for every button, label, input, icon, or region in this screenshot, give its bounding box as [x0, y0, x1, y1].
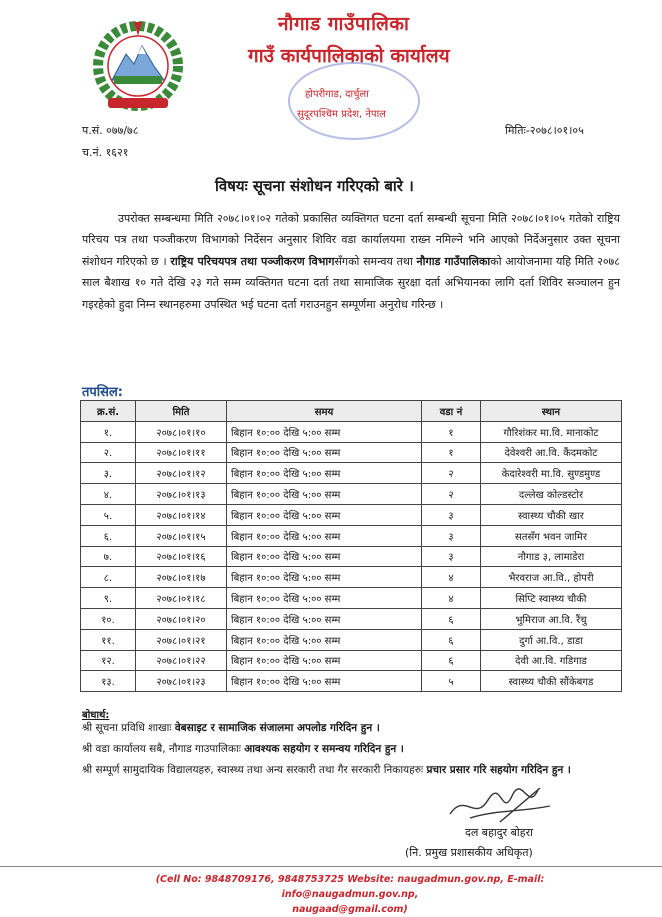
- cell-place: दल्लेख कोल्डस्टोर: [481, 484, 622, 505]
- cell-ward: २: [422, 484, 481, 505]
- cell-sn: ३.: [81, 463, 136, 484]
- table-row: [81, 608, 622, 629]
- table-row: [81, 650, 622, 671]
- schedule-table: [80, 400, 622, 692]
- address-line-2: सुदूरपश्चिम प्रदेश, नेपाल: [297, 109, 386, 120]
- cell-sn: ९.: [81, 588, 136, 609]
- cell-date: २०७८।०१।१२: [136, 463, 227, 484]
- cell-place: केदारेश्वरी मा.वि. सुण्डमुण्ड: [481, 463, 622, 484]
- table-row: [81, 504, 622, 525]
- cell-date: २०७८।०१।१५: [136, 525, 227, 546]
- letter-date: मितिः-२०७८।०१।०५: [505, 124, 584, 137]
- cell-sn: ४.: [81, 484, 136, 505]
- cc-line-3-action: प्रचार प्रसार गरि सहयोग गरिदिन हुन ।: [426, 764, 571, 776]
- table-row: [81, 671, 622, 692]
- cell-date: २०७८।०१।११: [136, 442, 227, 463]
- cc-line-3: [82, 760, 602, 780]
- cell-sn: २.: [81, 442, 136, 463]
- cell-time: बिहान १०:०० देखि ५:०० सम्म: [227, 650, 422, 671]
- cell-sn: १३.: [81, 671, 136, 692]
- letter-body: [82, 208, 620, 315]
- cell-sn: ११.: [81, 629, 136, 650]
- table-row: [81, 525, 622, 546]
- cell-time: बिहान १०:०० देखि ५:०० सम्म: [227, 588, 422, 609]
- body-para-1: उपरोक्त सम्बन्धमा मिति २०७८।०१।०२ गतेको प्रकासित व्यक्तिगत घटना दर्ता सम्बन्धी सूचना मिति २०७८।०१।०५ गतेको राष्ट्रिय परिचय पत्र तथा पञ्जीकरण विभागको निर्देसन अनुसार शिविर वडा कार्यालयमा राख्न नमिल्ने भनि आएको निर्देअनुसार उक्त सूचना संशोधन गरिएको छ ।: [82, 212, 620, 268]
- cell-time: बिहान १०:०० देखि ५:०० सम्म: [227, 629, 422, 650]
- table-row: [81, 546, 622, 567]
- cell-place: गौरिशंकर मा.वि. मानाकोट: [481, 421, 622, 442]
- cell-ward: २: [422, 463, 481, 484]
- cell-time: बिहान १०:०० देखि ५:०० सम्म: [227, 442, 422, 463]
- cell-time: बिहान १०:०० देखि ५:०० सम्म: [227, 608, 422, 629]
- table-row: [81, 442, 622, 463]
- table-row: [81, 629, 622, 650]
- col-header-date: मिति: [136, 401, 227, 422]
- table-row: [81, 463, 622, 484]
- table-row: [81, 484, 622, 505]
- cell-date: २०७८।०१।१६: [136, 546, 227, 567]
- nepal-emblem-icon: [82, 14, 194, 112]
- signature-icon: [440, 782, 560, 827]
- cell-ward: १: [422, 421, 481, 442]
- cc-line-1-recipient: श्री सूचना प्रविधि शाखाः: [82, 722, 175, 734]
- col-header-sn: क्र.सं.: [81, 401, 136, 422]
- cc-line-1: [82, 718, 380, 738]
- cell-date: २०७८।०१।१३: [136, 484, 227, 505]
- cell-time: बिहान १०:०० देखि ५:०० सम्म: [227, 567, 422, 588]
- cell-sn: १२.: [81, 650, 136, 671]
- footer-contact: [110, 872, 590, 917]
- cell-ward: ५: [422, 671, 481, 692]
- reference-ps: प.सं. ०७७/७८: [82, 124, 139, 137]
- cell-ward: १: [422, 442, 481, 463]
- cell-ward: ४: [422, 588, 481, 609]
- cell-place: देवी आ.वि. गडिगाड: [481, 650, 622, 671]
- cell-ward: ३: [422, 504, 481, 525]
- cell-ward: ४: [422, 567, 481, 588]
- details-heading: तपसिल:: [82, 385, 123, 400]
- cell-time: बिहान १०:०० देखि ५:०० सम्म: [227, 525, 422, 546]
- signatory-name: दल बहादुर बोहरा: [465, 826, 533, 839]
- col-header-place: स्थान: [481, 401, 622, 422]
- cc-line-2-action: आवश्यक सहयोग र समन्वय गरिदिन हुन ।: [244, 743, 404, 755]
- cell-place: भुमिराज आ.वि. रैंचु: [481, 608, 622, 629]
- footer-divider: [0, 866, 662, 867]
- cell-sn: १.: [81, 421, 136, 442]
- cell-place: देवेश्वरी आ.वि. कैंदमकोट: [481, 442, 622, 463]
- cell-sn: ६.: [81, 525, 136, 546]
- cc-line-3-recipient: श्री सम्पूर्ण सामुदायिक विद्यालयहरु, स्वास्थ्य तथा अन्य सरकारी तथा गैर सरकारी निकायहरुः: [82, 764, 427, 776]
- cell-date: २०७८।०१।१७: [136, 567, 227, 588]
- body-bold-municipality: नौगाड गाउँपालिका: [416, 254, 491, 268]
- table-row: [81, 588, 622, 609]
- reference-cn: च.नं. १६२१: [82, 146, 129, 159]
- cell-time: बिहान १०:०० देखि ५:०० सम्म: [227, 546, 422, 567]
- cc-line-1-action: वेबसाइट र सामाजिक संजालमा अपलोड गरिदिन हुन ।: [174, 722, 380, 734]
- cell-date: २०७८।०१।१४: [136, 504, 227, 525]
- body-para-3: को आयोजनामा यहि मिति २०७८ साल बैशाख १० गते देखि २३ गते सम्म व्यक्तिगत घटना दर्ता तथा सामाजिक सुरक्षा दर्ता अभियानका लागि दर्ता शिविर सञ्चालन हुन गइरहेको हुदा निम्न स्थानहरुमा उपस्थित भई घटना दर्ता गराउनहुन सम्पूर्णमा अनुरोध गरिन्छ ।: [82, 254, 620, 311]
- footer-line-1: (Cell No: 9848709176, 9848753725 Website: naugadmun.gov.np, E-mail: info@naugadmun.gov.np,: [155, 874, 545, 900]
- cell-sn: ८.: [81, 567, 136, 588]
- cell-time: बिहान १०:०० देखि ५:०० सम्म: [227, 484, 422, 505]
- cc-heading: बोधार्थ:: [82, 710, 110, 721]
- cell-place: सतसँग भवन जामिर: [481, 525, 622, 546]
- body-bold-department: राष्ट्रिय परिचयपत्र तथा पञ्जीकरण विभाग: [170, 254, 335, 268]
- cell-date: २०७८।०१।१८: [136, 588, 227, 609]
- signatory-post: (नि. प्रमुख प्रशासकीय अधिकृत): [405, 846, 533, 859]
- cell-time: बिहान १०:०० देखि ५:०० सम्म: [227, 421, 422, 442]
- cell-ward: ३: [422, 525, 481, 546]
- cell-place: दुर्गा आ.वि., डाडा: [481, 629, 622, 650]
- cell-time: बिहान १०:०० देखि ५:०० सम्म: [227, 671, 422, 692]
- body-para-2: सँगको समन्वय तथा: [334, 254, 417, 268]
- cell-place: स्वास्थ्य चौकी खार: [481, 504, 622, 525]
- cell-ward: ६: [422, 608, 481, 629]
- cell-date: २०७८।०१।२०: [136, 608, 227, 629]
- cell-date: २०७८।०१।२२: [136, 650, 227, 671]
- table-row: [81, 567, 622, 588]
- cell-ward: ६: [422, 650, 481, 671]
- cell-ward: ६: [422, 629, 481, 650]
- letter-subject: विषयः सूचना संशोधन गरिएको बारे ।: [215, 177, 414, 195]
- cell-place: नौगाड ३, लामाडेरा: [481, 546, 622, 567]
- municipality-title: नौगाड गाउँपालिका: [278, 13, 410, 35]
- cell-date: २०७८।०१।२१: [136, 629, 227, 650]
- cell-time: बिहान १०:०० देखि ५:०० सम्म: [227, 504, 422, 525]
- address-line-1: होपरीगाड, दार्चुला: [305, 89, 369, 100]
- cell-date: २०७८।०१।१०: [136, 421, 227, 442]
- col-header-ward: वडा नं: [422, 401, 481, 422]
- footer-line-2: naugaad@gmail.com): [292, 904, 408, 915]
- cell-time: बिहान १०:०० देखि ५:०० सम्म: [227, 463, 422, 484]
- office-title: गाउँ कार्यपालिकाको कार्यालय: [248, 45, 450, 67]
- cell-place: सिप्टि स्वास्थ्य चौकी: [481, 588, 622, 609]
- cell-ward: ३: [422, 546, 481, 567]
- col-header-time: समय: [227, 401, 422, 422]
- cell-date: २०७८।०१।२३: [136, 671, 227, 692]
- office-stamp-icon: [288, 62, 420, 140]
- cell-place: भैरवराज आ.वि., होपरी: [481, 567, 622, 588]
- cc-line-2: [82, 739, 404, 759]
- cell-sn: ५.: [81, 504, 136, 525]
- table-row: [81, 421, 622, 442]
- cell-place: स्वास्थ्य चौकी सौंकेबगड: [481, 671, 622, 692]
- cell-sn: १०.: [81, 608, 136, 629]
- cell-sn: ७.: [81, 546, 136, 567]
- cc-line-2-recipient: श्री वडा कार्यालय सबै, नौगाड गाउपालिकाः: [82, 743, 245, 755]
